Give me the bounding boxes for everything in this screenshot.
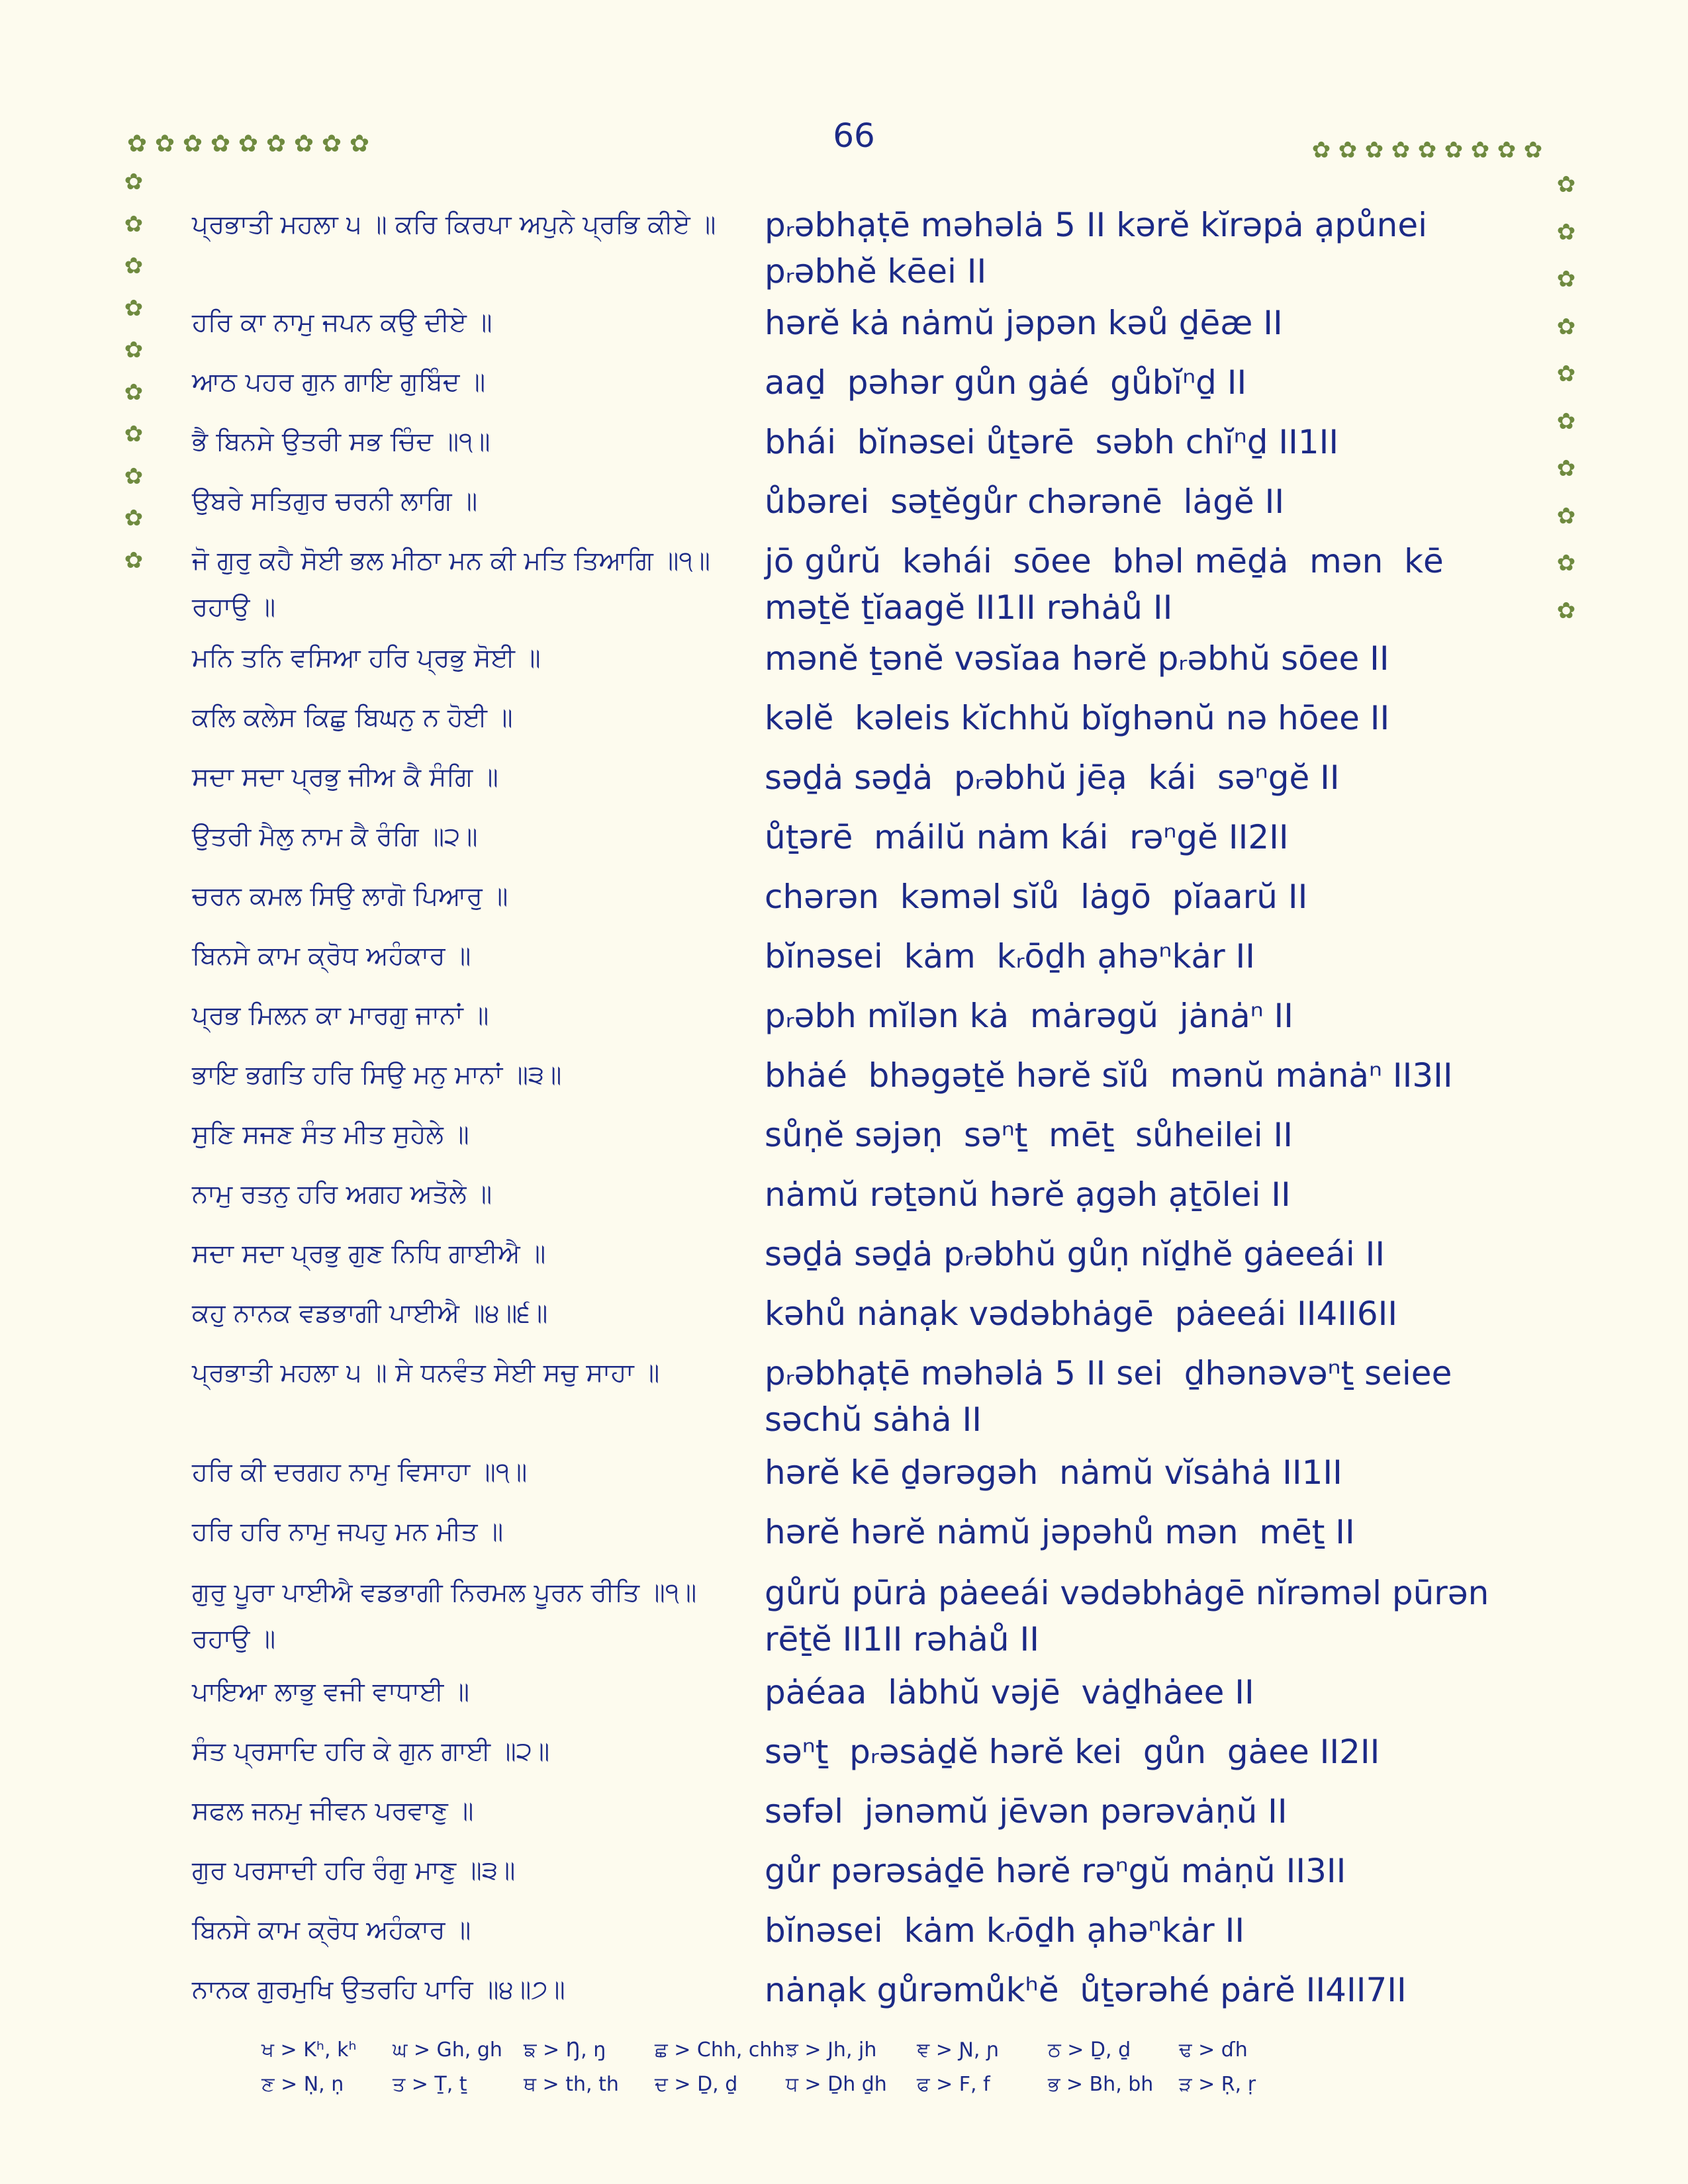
transliteration-line: pᵣəbhạṭē məhəlȧ 5 II kərĕ kĭrəpȧ ạpůnei pᵣəbhĕ kēei II xyxy=(765,206,1448,291)
gurmukhi-line: ਹਰਿ ਕਾ ਨਾਮੁ ਜਪਨ ਕਉ ਦੀਏ ॥ xyxy=(192,308,492,338)
flower-icon: ✿ xyxy=(126,130,148,158)
transliteration-line: bĭnəsei kȧm kᵣōḏh ạhəⁿkȧr II xyxy=(765,937,1256,976)
transliteration-line: gůrŭ pūrȧ pȧeeái vədəbhȧgē nĭrəməl pūrən rēṯĕ II1II rəhȧů II xyxy=(765,1574,1500,1659)
legend-item: ਛ > Chh, chh xyxy=(655,2038,785,2062)
gurmukhi-line: ਆਠ ਪਹਰ ਗੁਨ ਗਾਇ ਗੁਬਿੰਦ ॥ xyxy=(192,367,486,397)
legend-item: ਣ > Ṇ, ṇ xyxy=(261,2073,344,2096)
gurmukhi-line: ਕਲਿ ਕਲੇਸ ਕਿਛੁ ਬਿਘਨੁ ਨ ਹੋਈ ॥ xyxy=(192,703,513,733)
gurmukhi-line: ਸਦਾ ਸਦਾ ਪ੍ਰਭੁ ਗੁਣ ਨਿਧਿ ਗਾਈਐ ॥ xyxy=(192,1239,546,1269)
flower-icon: ✿ xyxy=(124,253,144,279)
gurmukhi-line: ਨਾਨਕ ਗੁਰਮੁਖਿ ਉਤਰਹਿ ਪਾਰਿ ॥੪॥੭॥ xyxy=(192,1975,565,2005)
flower-icon: ✿ xyxy=(124,379,144,406)
transliteration-line: kəlĕ kəleis kĭchhŭ bĭghənŭ nə hōee II xyxy=(765,699,1390,737)
flower-icon: ✿ xyxy=(1470,137,1490,163)
gurmukhi-line: ਭੈ ਬਿਨਸੇ ਉਤਰੀ ਸਭ ਚਿੰਦ ॥੧॥ xyxy=(192,427,491,457)
legend-item: ਥ > th, th xyxy=(524,2073,619,2096)
legend-item: ਦ > Ḏ, ḏ xyxy=(655,2073,738,2096)
transliteration-line: aaḏ pəhər gůn gȧé gůbĭⁿḏ II xyxy=(765,363,1247,402)
transliteration-line: bhái bĭnəsei ůṯərē səbh chĭⁿḏ II1II xyxy=(765,423,1339,461)
legend-item: ਤ > Ṯ, ṯ xyxy=(393,2073,467,2096)
flower-icon: ✿ xyxy=(1417,137,1437,163)
page-number: 66 xyxy=(833,116,875,155)
flower-icon: ✿ xyxy=(1444,137,1464,163)
gurmukhi-line: ਕਹੁ ਨਾਨਕ ਵਡਭਾਗੀ ਪਾਈਐ ॥੪॥੬॥ xyxy=(192,1298,548,1328)
flower-icon: ✿ xyxy=(1556,408,1576,435)
gurmukhi-line: ਸੁਣਿ ਸਜਣ ਸੰਤ ਮੀਤ ਸੁਹੇਲੇ ॥ xyxy=(192,1120,469,1150)
flower-icon: ✿ xyxy=(124,337,144,363)
flower-icon: ✿ xyxy=(1556,218,1576,246)
legend-row xyxy=(261,2038,1453,2073)
transliteration-line: hərĕ kȧ nȧmŭ jəpən kəů ḏēæ II xyxy=(765,304,1283,342)
flower-icon: ✿ xyxy=(321,130,342,158)
gurmukhi-line: ਜੋ ਗੁਰੁ ਕਹੈ ਸੋਈ ਭਲ ਮੀਠਾ ਮਨ ਕੀ ਮਤਿ ਤਿਆਗਿ ॥੧॥ ਰਹਾਉ ॥ xyxy=(192,546,710,622)
transliteration-line: jō gůrŭ kəhái sōee bhəl mēḏȧ mən kē məṯĕ ṯĭaagĕ II1II rəhȧů II xyxy=(765,542,1465,627)
flower-icon: ✿ xyxy=(293,130,314,158)
flower-icon: ✿ xyxy=(1311,137,1331,163)
legend-item: ਞ > Ɲ, ɲ xyxy=(917,2038,1000,2062)
gurmukhi-line: ਸਫਲ ਜਨਮੁ ਜੀਵਨ ਪਰਵਾਣੁ ॥ xyxy=(192,1796,474,1826)
gurmukhi-line: ਉਤਰੀ ਮੈਲੁ ਨਾਮ ਕੈ ਰੰਗਿ ॥੨॥ xyxy=(192,822,478,852)
flower-icon: ✿ xyxy=(1556,313,1576,340)
flower-icon: ✿ xyxy=(265,130,287,158)
gurmukhi-line: ਬਿਨਸੇ ਕਾਮ ਕ੍ਰੋਧ ਅਹੰਕਾਰ ॥ xyxy=(192,941,471,971)
transliteration-line: səⁿṯ pᵣəsȧḏĕ hərĕ kei gůn gȧee II2II xyxy=(765,1733,1380,1771)
flower-icon: ✿ xyxy=(124,505,144,531)
flower-icon: ✿ xyxy=(124,463,144,490)
transliteration-line: mənĕ ṯənĕ vəsĭaa hərĕ pᵣəbhŭ sōee II xyxy=(765,639,1389,678)
transliteration-line: chərən kəməl sĭů lȧgō pĭaarŭ II xyxy=(765,878,1308,916)
transliteration-line: bhȧé bhəgəṯĕ hərĕ sĭů mənŭ mȧnȧⁿ II3II xyxy=(765,1056,1453,1095)
gurmukhi-line: ਬਿਨਸੇ ਕਾਮ ਕ੍ਰੋਧ ਅਹੰਕਾਰ ॥ xyxy=(192,1915,471,1945)
gurmukhi-line: ਚਰਨ ਕਮਲ ਸਿਉ ਲਾਗੋ ਪਿਆਰੁ ॥ xyxy=(192,882,508,911)
gurmukhi-line: ਸਦਾ ਸਦਾ ਪ੍ਰਭੁ ਜੀਅ ਕੈ ਸੰਗਿ ॥ xyxy=(192,762,498,792)
gurmukhi-line: ਮਨਿ ਤਨਿ ਵਸਿਆ ਹਰਿ ਪ੍ਰਭੁ ਸੋਈ ॥ xyxy=(192,643,541,673)
flower-icon: ✿ xyxy=(124,295,144,322)
legend-item: ਖ > Kʰ, kʰ xyxy=(261,2038,357,2062)
transliteration-line: sůṇĕ səjəṇ səⁿṯ mēṯ sůheilei II xyxy=(765,1116,1293,1154)
transliteration-line: bĭnəsei kȧm kᵣōḏh ạhəⁿkȧr II xyxy=(765,1911,1245,1950)
gurmukhi-line: ਉਬਰੇ ਸਤਿਗੁਰ ਚਰਨੀ ਲਾਗਿ ॥ xyxy=(192,486,478,516)
gurmukhi-line: ਗੁਰੁ ਪੂਰਾ ਪਾਈਐ ਵਡਭਾਗੀ ਨਿਰਮਲ ਪੂਰਨ ਰੀਤਿ ॥੧॥ ਰਹਾਉ ॥ xyxy=(192,1578,697,1654)
flower-icon: ✿ xyxy=(1556,455,1576,482)
transliteration-line: nȧmŭ rəṯənŭ hərĕ ạgəh ạṯōlei II xyxy=(765,1175,1291,1214)
transliteration-line: hərĕ hərĕ nȧmŭ jəpəhů mən mēṯ II xyxy=(765,1513,1355,1551)
gurmukhi-line: ਭਾਇ ਭਗਤਿ ਹਰਿ ਸਿਉ ਮਨੁ ਮਾਨਾਂ ॥੩॥ xyxy=(192,1060,562,1090)
gurmukhi-line: ਗੁਰ ਪਰਸਾਦੀ ਹਰਿ ਰੰਗੁ ਮਾਣੁ ॥੩॥ xyxy=(192,1856,516,1886)
legend-item: ੜ > Ṛ, ṛ xyxy=(1179,2073,1256,2096)
flower-icon: ✿ xyxy=(349,130,370,158)
flower-icon: ✿ xyxy=(210,130,231,158)
gurmukhi-line: ਸੰਤ ਪ੍ਰਸਾਦਿ ਹਰਿ ਕੇ ਗੁਨ ਗਾਈ ॥੨॥ xyxy=(192,1737,550,1766)
flower-icon: ✿ xyxy=(1391,137,1411,163)
flower-icon: ✿ xyxy=(1556,171,1576,198)
legend-item: ਭ > Bh, bh xyxy=(1048,2073,1154,2096)
transliteration-line: pᵣəbh mĭlən kȧ mȧrəgŭ jȧnȧⁿ II xyxy=(765,997,1294,1035)
flower-icon: ✿ xyxy=(182,130,203,158)
gurmukhi-line: ਹਰਿ ਹਰਿ ਨਾਮੁ ਜਪਹੁ ਮਨ ਮੀਤ ॥ xyxy=(192,1517,504,1547)
flower-icon: ✿ xyxy=(124,547,144,574)
legend-item: ਝ > Jh, jh xyxy=(786,2038,877,2062)
legend-item: ਫ > F, f xyxy=(917,2073,990,2096)
flower-icon: ✿ xyxy=(1556,361,1576,387)
legend-item: ਧ > Ḏh ḏh xyxy=(786,2073,887,2096)
flower-icon: ✿ xyxy=(1364,137,1384,163)
flower-icon: ✿ xyxy=(1556,266,1576,293)
flower-icon: ✿ xyxy=(238,130,259,158)
flower-icon: ✿ xyxy=(124,210,144,238)
flower-icon: ✿ xyxy=(1338,137,1358,163)
legend-item: ਠ > Ḏ, ḏ xyxy=(1048,2038,1131,2062)
transliteration-line: səḏȧ səḏȧ pᵣəbhŭ gůṇ nĭḏhĕ gȧeeái II xyxy=(765,1235,1385,1273)
legend-row xyxy=(261,2073,1453,2107)
gurmukhi-line: ਹਰਿ ਕੀ ਦਰਗਹ ਨਾਮੁ ਵਿਸਾਹਾ ॥੧॥ xyxy=(192,1457,528,1487)
transliteration-line: səḏȧ səḏȧ pᵣəbhŭ jēạ kái səⁿgĕ II xyxy=(765,758,1340,797)
flower-icon: ✿ xyxy=(1556,597,1576,624)
transliteration-line: hərĕ kē ḏərəgəh nȧmŭ vĭsȧhȧ II1II xyxy=(765,1453,1342,1492)
transliteration-line: ůbərei səṯĕgůr chərənē lȧgĕ II xyxy=(765,482,1285,521)
top-left-border xyxy=(123,132,373,156)
gurmukhi-line: ਪਾਇਆ ਲਾਭੁ ਵਜੀ ਵਾਧਾਈ ॥ xyxy=(192,1677,470,1707)
transliteration-legend xyxy=(261,2038,1453,2107)
transliteration-line: gůr pərəsȧḏē hərĕ rəⁿgŭ mȧṇŭ II3II xyxy=(765,1852,1346,1890)
legend-item: ਢ > ɗh xyxy=(1179,2038,1248,2062)
flower-icon: ✿ xyxy=(1497,137,1517,163)
gurmukhi-line: ਪ੍ਰਭਾਤੀ ਮਹਲਾ ੫ ॥ ਸੇ ਧਨਵੰਤ ਸੇਈ ਸਚੁ ਸਾਹਾ ॥ xyxy=(192,1358,660,1388)
transliteration-line: nȧnạk gůrəmůkʰĕ ůṯərəhé pȧrĕ II4II7II xyxy=(765,1971,1407,2009)
transliteration-line: pȧéaa lȧbhŭ vəjē vȧḏhȧee II xyxy=(765,1673,1254,1711)
gurmukhi-line: ਪ੍ਰਭਾਤੀ ਮਹਲਾ ੫ ॥ ਕਰਿ ਕਿਰਪਾ ਅਪੁਨੇ ਪ੍ਰਭਿ ਕੀਏ ॥ xyxy=(192,210,716,240)
transliteration-line: kəhů nȧnạk vədəbhȧgē pȧeeái II4II6II xyxy=(765,1295,1398,1333)
transliteration-line: pᵣəbhạṭē məhəlȧ 5 II sei ḏhənəvəⁿṯ seiee səchŭ sȧhȧ II xyxy=(765,1354,1474,1439)
flower-icon: ✿ xyxy=(154,130,175,158)
transliteration-line: ůṯərē máilŭ nȧm kái rəⁿgĕ II2II xyxy=(765,818,1289,856)
right-border xyxy=(1553,173,1579,647)
transliteration-line: səfəl jənəmŭ jēvən pərəvȧṇŭ II xyxy=(765,1792,1288,1831)
flower-icon: ✿ xyxy=(124,421,144,447)
flower-icon: ✿ xyxy=(1556,550,1576,576)
flower-icon: ✿ xyxy=(1556,502,1576,529)
flower-icon: ✿ xyxy=(124,169,144,195)
left-border xyxy=(120,171,147,591)
top-right-border xyxy=(1308,139,1546,161)
flower-icon: ✿ xyxy=(1523,137,1543,163)
legend-item: ਘ > Gh, gh xyxy=(393,2038,502,2062)
gurmukhi-line: ਪ੍ਰਭ ਮਿਲਨ ਕਾ ਮਾਰਗੁ ਜਾਨਾਂ ॥ xyxy=(192,1001,489,1030)
gurmukhi-line: ਨਾਮੁ ਰਤਨੁ ਹਰਿ ਅਗਹ ਅਤੋਲੇ ॥ xyxy=(192,1179,492,1209)
legend-item: ਙ > Ŋ, ŋ xyxy=(524,2038,606,2062)
